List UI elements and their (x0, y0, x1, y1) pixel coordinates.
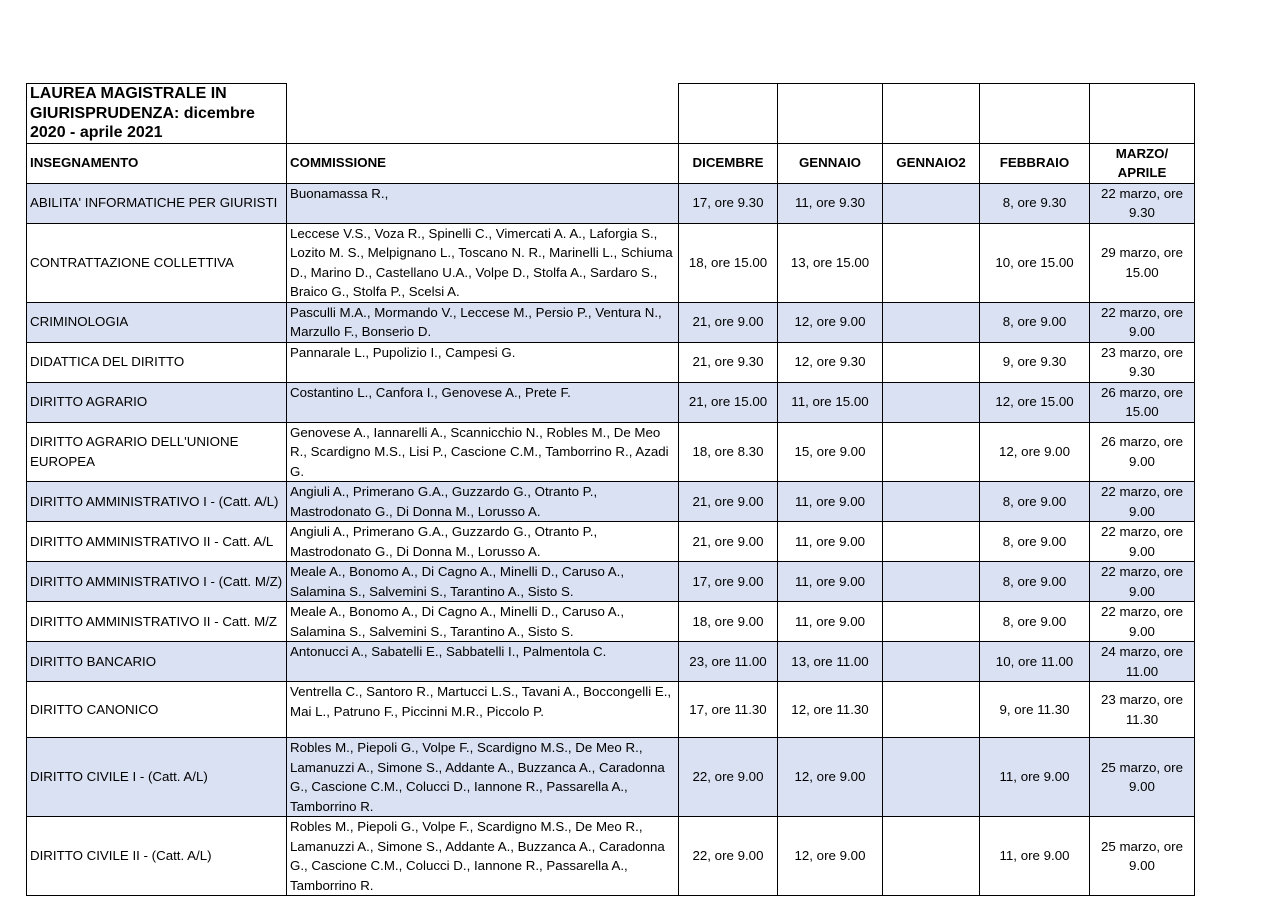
cell-gennaio2 (883, 562, 980, 602)
exam-schedule-table (26, 83, 1195, 896)
cell-insegnamento: DIRITTO AMMINISTRATIVO II - Catt. A/L (27, 522, 287, 562)
cell-gennaio: 11, ore 9.30 (778, 183, 883, 223)
cell-febbraio: 9, ore 9.30 (980, 342, 1090, 382)
title-spacer (287, 84, 679, 144)
cell-gennaio: 12, ore 11.30 (778, 682, 883, 738)
header-gennaio2: GENNAIO2 (883, 143, 980, 183)
cell-commissione: Buonamassa R., (287, 183, 679, 223)
cell-gennaio2 (883, 422, 980, 482)
cell-gennaio2 (883, 302, 980, 342)
cell-marzo-aprile: 22 marzo, ore 9.00 (1090, 482, 1195, 522)
table-row (27, 342, 1195, 382)
cell-febbraio: 8, ore 9.00 (980, 482, 1090, 522)
cell-gennaio: 11, ore 9.00 (778, 482, 883, 522)
cell-marzo-aprile: 23 marzo, ore 9.30 (1090, 342, 1195, 382)
cell-commissione: Meale A., Bonomo A., Di Cagno A., Minelli D., Caruso A., Salamina S., Salvemini S., Tarantino A., Sisto S. (287, 602, 679, 642)
cell-insegnamento: DIRITTO AMMINISTRATIVO I - (Catt. A/L) (27, 482, 287, 522)
cell-insegnamento: DIRITTO AMMINISTRATIVO II - Catt. M/Z (27, 602, 287, 642)
cell-febbraio: 10, ore 11.00 (980, 642, 1090, 682)
cell-gennaio: 13, ore 11.00 (778, 642, 883, 682)
cell-gennaio2 (883, 738, 980, 817)
cell-insegnamento: DIRITTO AMMINISTRATIVO I - (Catt. M/Z) (27, 562, 287, 602)
cell-insegnamento: CONTRATTAZIONE COLLETTIVA (27, 223, 287, 302)
cell-dicembre: 21, ore 9.00 (679, 302, 778, 342)
header-febbraio: FEBBRAIO (980, 143, 1090, 183)
cell-febbraio: 8, ore 9.00 (980, 562, 1090, 602)
cell-dicembre: 18, ore 8.30 (679, 422, 778, 482)
cell-dicembre: 23, ore 11.00 (679, 642, 778, 682)
table-row (27, 522, 1195, 562)
cell-gennaio2 (883, 522, 980, 562)
cell-gennaio: 13, ore 15.00 (778, 223, 883, 302)
title-empty-cell (980, 84, 1090, 144)
cell-marzo-aprile: 22 marzo, ore 9.30 (1090, 183, 1195, 223)
cell-febbraio: 12, ore 15.00 (980, 382, 1090, 422)
cell-commissione: Leccese V.S., Voza R., Spinelli C., Vimercati A. A., Laforgia S., Lozito M. S., Melpignano L., Toscano N. R., Marinelli L., Schiuma D., Marino D., Castellano U.A., Volpe D., Stolfa A., Sardaro S., Braico G., Stolfa P., Scelsi A. (287, 223, 679, 302)
table-body (27, 183, 1195, 896)
cell-marzo-aprile: 22 marzo, ore 9.00 (1090, 302, 1195, 342)
cell-febbraio: 12, ore 9.00 (980, 422, 1090, 482)
cell-marzo-aprile: 25 marzo, ore 9.00 (1090, 738, 1195, 817)
title-empty-cell (679, 84, 778, 144)
cell-febbraio: 10, ore 15.00 (980, 223, 1090, 302)
cell-commissione: Costantino L., Canfora I., Genovese A., Prete F. (287, 382, 679, 422)
cell-commissione: Robles M., Piepoli G., Volpe F., Scardigno M.S., De Meo R., Lamanuzzi A., Simone S., Addante A., Buzzanca A., Caradonna G., Cascione C.M., Colucci D., Iannone R., Passarella A., Tamborrino R. (287, 817, 679, 896)
cell-gennaio2 (883, 223, 980, 302)
cell-febbraio: 9, ore 11.30 (980, 682, 1090, 738)
table-row (27, 183, 1195, 223)
cell-gennaio2 (883, 817, 980, 896)
cell-marzo-aprile: 26 marzo, ore 9.00 (1090, 422, 1195, 482)
cell-dicembre: 21, ore 9.30 (679, 342, 778, 382)
cell-commissione: Ventrella C., Santoro R., Martucci L.S., Tavani A., Boccongelli E., Mai L., Patruno F., Piccinni M.R., Piccolo P. (287, 682, 679, 738)
header-dicembre: DICEMBRE (679, 143, 778, 183)
table-row (27, 817, 1195, 896)
cell-dicembre: 21, ore 9.00 (679, 522, 778, 562)
cell-febbraio: 8, ore 9.00 (980, 522, 1090, 562)
cell-dicembre: 17, ore 9.30 (679, 183, 778, 223)
cell-dicembre: 21, ore 9.00 (679, 482, 778, 522)
table-row (27, 482, 1195, 522)
cell-febbraio: 8, ore 9.00 (980, 602, 1090, 642)
cell-marzo-aprile: 23 marzo, ore 11.30 (1090, 682, 1195, 738)
cell-marzo-aprile: 22 marzo, ore 9.00 (1090, 522, 1195, 562)
title-empty-cell (1090, 84, 1195, 144)
table-row (27, 382, 1195, 422)
header-gennaio: GENNAIO (778, 143, 883, 183)
cell-febbraio: 8, ore 9.30 (980, 183, 1090, 223)
cell-gennaio: 11, ore 9.00 (778, 562, 883, 602)
cell-gennaio2 (883, 602, 980, 642)
cell-dicembre: 18, ore 15.00 (679, 223, 778, 302)
cell-insegnamento: CRIMINOLOGIA (27, 302, 287, 342)
cell-insegnamento: DIRITTO CIVILE I - (Catt. A/L) (27, 738, 287, 817)
cell-commissione: Angiuli A., Primerano G.A., Guzzardo G., Otranto P., Mastrodonato G., Di Donna M., Lorusso A. (287, 522, 679, 562)
cell-gennaio2 (883, 342, 980, 382)
cell-gennaio2 (883, 183, 980, 223)
cell-gennaio: 15, ore 9.00 (778, 422, 883, 482)
cell-commissione: Genovese A., Iannarelli A., Scannicchio N., Robles M., De Meo R., Scardigno M.S., Lisi P., Cascione C.M., Tamborrino R., Azadi G. (287, 422, 679, 482)
table-row (27, 642, 1195, 682)
header-marzo-aprile: MARZO/ APRILE (1090, 143, 1195, 183)
cell-commissione: Antonucci A., Sabatelli E., Sabbatelli I., Palmentola C. (287, 642, 679, 682)
cell-commissione: Robles M., Piepoli G., Volpe F., Scardigno M.S., De Meo R., Lamanuzzi A., Simone S., Addante A., Buzzanca A., Caradonna G., Cascione C.M., Colucci D., Iannone R., Passarella A., Tamborrino R. (287, 738, 679, 817)
cell-gennaio: 11, ore 15.00 (778, 382, 883, 422)
cell-marzo-aprile: 22 marzo, ore 9.00 (1090, 562, 1195, 602)
cell-insegnamento: DIRITTO AGRARIO (27, 382, 287, 422)
table-row (27, 422, 1195, 482)
cell-marzo-aprile: 26 marzo, ore 15.00 (1090, 382, 1195, 422)
cell-marzo-aprile: 24 marzo, ore 11.00 (1090, 642, 1195, 682)
table-row (27, 223, 1195, 302)
cell-commissione: Pasculli M.A., Mormando V., Leccese M., Persio P., Ventura N., Marzullo F., Bonserio D. (287, 302, 679, 342)
cell-gennaio: 12, ore 9.00 (778, 302, 883, 342)
cell-insegnamento: DIDATTICA DEL DIRITTO (27, 342, 287, 382)
cell-gennaio2 (883, 382, 980, 422)
header-row (27, 143, 1195, 183)
cell-dicembre: 21, ore 15.00 (679, 382, 778, 422)
cell-gennaio: 11, ore 9.00 (778, 522, 883, 562)
cell-insegnamento: ABILITA' INFORMATICHE PER GIURISTI (27, 183, 287, 223)
table-row (27, 682, 1195, 738)
cell-insegnamento: DIRITTO CIVILE II - (Catt. A/L) (27, 817, 287, 896)
cell-gennaio: 11, ore 9.00 (778, 602, 883, 642)
cell-commissione: Meale A., Bonomo A., Di Cagno A., Minelli D., Caruso A., Salamina S., Salvemini S., Tarantino A., Sisto S. (287, 562, 679, 602)
cell-commissione: Angiuli A., Primerano G.A., Guzzardo G., Otranto P., Mastrodonato G., Di Donna M., Lorusso A. (287, 482, 679, 522)
cell-insegnamento: DIRITTO AGRARIO DELL'UNIONE EUROPEA (27, 422, 287, 482)
table-row (27, 562, 1195, 602)
cell-febbraio: 8, ore 9.00 (980, 302, 1090, 342)
cell-commissione: Pannarale L., Pupolizio I., Campesi G. (287, 342, 679, 382)
cell-dicembre: 17, ore 9.00 (679, 562, 778, 602)
cell-gennaio: 12, ore 9.00 (778, 738, 883, 817)
cell-insegnamento: DIRITTO CANONICO (27, 682, 287, 738)
table-row (27, 602, 1195, 642)
cell-gennaio: 12, ore 9.00 (778, 817, 883, 896)
table-row (27, 738, 1195, 817)
cell-marzo-aprile: 29 marzo, ore 15.00 (1090, 223, 1195, 302)
cell-marzo-aprile: 22 marzo, ore 9.00 (1090, 602, 1195, 642)
title-empty-cell (778, 84, 883, 144)
cell-dicembre: 17, ore 11.30 (679, 682, 778, 738)
cell-febbraio: 11, ore 9.00 (980, 817, 1090, 896)
cell-gennaio2 (883, 482, 980, 522)
cell-marzo-aprile: 25 marzo, ore 9.00 (1090, 817, 1195, 896)
header-commissione: COMMISSIONE (287, 143, 679, 183)
cell-gennaio: 12, ore 9.30 (778, 342, 883, 382)
document-title: LAUREA MAGISTRALE IN GIURISPRUDENZA: dicembre 2020 - aprile 2021 (27, 84, 287, 144)
header-insegnamento: INSEGNAMENTO (27, 143, 287, 183)
cell-insegnamento: DIRITTO BANCARIO (27, 642, 287, 682)
cell-gennaio2 (883, 682, 980, 738)
cell-dicembre: 22, ore 9.00 (679, 738, 778, 817)
cell-febbraio: 11, ore 9.00 (980, 738, 1090, 817)
cell-dicembre: 22, ore 9.00 (679, 817, 778, 896)
cell-gennaio2 (883, 642, 980, 682)
title-empty-cell (883, 84, 980, 144)
table-row (27, 302, 1195, 342)
title-row (27, 84, 1195, 144)
cell-dicembre: 18, ore 9.00 (679, 602, 778, 642)
